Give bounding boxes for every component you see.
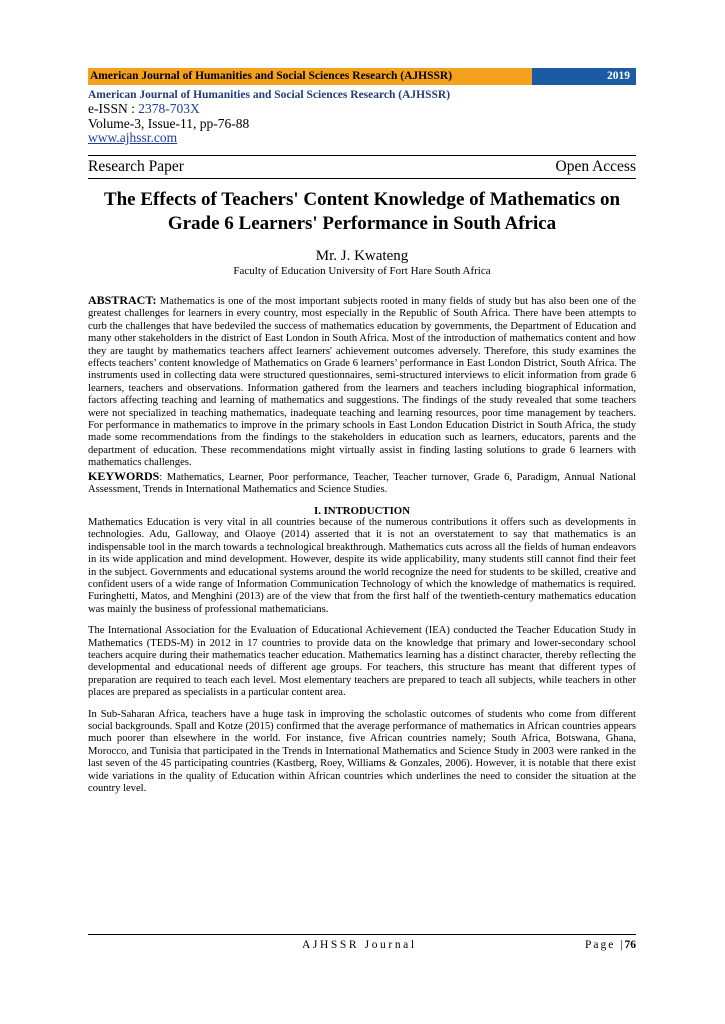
abstract xyxy=(88,294,636,470)
article-type: Research Paper xyxy=(88,158,184,175)
volume-line: Volume-3, Issue-11, pp-76-88 xyxy=(88,115,250,131)
keywords xyxy=(88,470,636,497)
paper-body xyxy=(88,294,636,804)
intro-paragraph: In Sub-Saharan Africa, teachers have a huge task in improving the scholastic outcomes of students who come from different social backgrounds. Spall and Kotze (2015) confirmed that the average performance of mathematics in African countries appears much poorer than elsewhere in the world. For instance, five African countries namely; South Africa, Botswana, Ghana, Morocco, and Tunisia that participated in the Trends in International Mathematics and Science Study in 2003 were ranked in the last seven of the 45 participating countries (Kastberg, Roey, Williams & Gonzales, 2006). However, it is notable that there exist wide variations in the quality of Education within African countries which underlines the need to consider the situation at the country level. xyxy=(88,708,636,795)
page-number-value: 76 xyxy=(624,939,636,951)
journal-header xyxy=(88,88,636,146)
journal-banner xyxy=(88,68,636,85)
author-name: Mr. J. Kwateng xyxy=(315,248,409,264)
eissn-value: 2378-703X xyxy=(138,101,200,116)
author-affiliation: Faculty of Education University of Fort Hare South Africa xyxy=(233,265,491,277)
eissn-label: e-ISSN : xyxy=(88,101,139,116)
abstract-label: ABSTRACT: xyxy=(88,293,157,307)
article-type-bar xyxy=(88,155,636,179)
page-number xyxy=(585,939,636,951)
access-type: Open Access xyxy=(555,158,636,175)
abstract-text: Mathematics is one of the most important subjects rooted in many fields of study but has also been one of the greatest challenges for learners in every country, most especially in the Republic of South Africa. There have been attempts to curb the challenges that have bedeviled the success of mathematics education by governments, the Department of Education and many other stakeholders in the district of East London in South Africa. Most of the introduction of mathematics content and how they are taught by mathematics teachers affect learners' achievement outcomes adversely. Therefore, this study examines the effects teachers’ content knowledge of Mathematics on Grade 6 learners’ performance in East London District, South Africa. The instruments used in collecting data were structured questionnaires, semi-structured interviews to elicit information from grade 6 learners, teachers and observations. Information gathered from the learners and teachers including biographical information, factors affecting teaching and learning of mathematics and suggestions. The findings of the study revealed that some teachers were not specialized in teaching mathematics, inadequate teaching and learning resources, poor time management by teachers. For performance in mathematics to improve in the primary schools in East London Education District in South Africa, the study made some recommendations from the findings to the stakeholders in education such as learners, educators, parents and the department of education. These recommendations might virtually assist in finding lasting solutions to grade 6 learners with mathematics challenges. xyxy=(88,296,636,469)
banner-journal-name: American Journal of Humanities and Social Sciences Research (AJHSSR) xyxy=(88,68,532,85)
section-heading: I. INTRODUCTION xyxy=(314,504,410,517)
page-footer xyxy=(88,934,636,955)
website-link[interactable]: www.ajhssr.com xyxy=(88,130,178,145)
header-journal-name: American Journal of Humanities and Social Sciences Research (AJHSSR) xyxy=(88,89,451,101)
footer-journal: AJHSSR Journal xyxy=(302,939,417,951)
keywords-label: KEYWORDS xyxy=(88,468,160,483)
intro-paragraph: The International Association for the Evaluation of Educational Achievement (IEA) conducted the Teacher Education Study in Mathematics (TEDS-M) in 2012 in 17 countries to provide data on the knowledge that primary and lower-secondary school teachers acquire during their mathematics teacher education. Mathematics learning has a distinct character, thereby reflecting the developmental and educational needs of different age groups. For teachers, this structure has meant that different types of preparation are required to teach each level. Most elementary teachers are prepared to teach all subjects, while teachers in other places are prepared as specialists in a particular content area. xyxy=(88,625,636,699)
keywords-text: : Mathematics, Learner, Poor performance, Teacher, Teacher turnover, Grade 6, Paradigm, Annual National Assessment, Trends in International Mathematics and Science Studies. xyxy=(88,471,636,496)
eissn-line xyxy=(88,102,636,117)
paper-title: The Effects of Teachers' Content Knowledge of Mathematics on Grade 6 Learners' Performance in South Africa xyxy=(103,189,621,234)
intro-paragraph: Mathematics Education is very vital in all countries because of the numerous contributions it offers such as developments in technologies. Adu, Galloway, and Olaoye (2014) asserted that it is not an overstatement to say that mathematics is an indispensable tool in the march towards a technological breakthrough. Mathematics cuts across all the fields of human endeavors in its wide application and mind development. However, despite its wide applicability, many students still cannot find their feet in the subject. Governments and educational systems around the world recognize the need for students to be skilled, creative and confident users of a wide range of Information Communication Technology of which the knowledge of mathematics is required. Furinghetti, Matos, and Menghini (2013) are of the view that from the first half of the twentieth-century mathematics education was mainly the business of professional mathematicians. xyxy=(88,516,636,615)
banner-year: 2019 xyxy=(532,68,636,85)
page-label: Page | xyxy=(584,939,625,951)
